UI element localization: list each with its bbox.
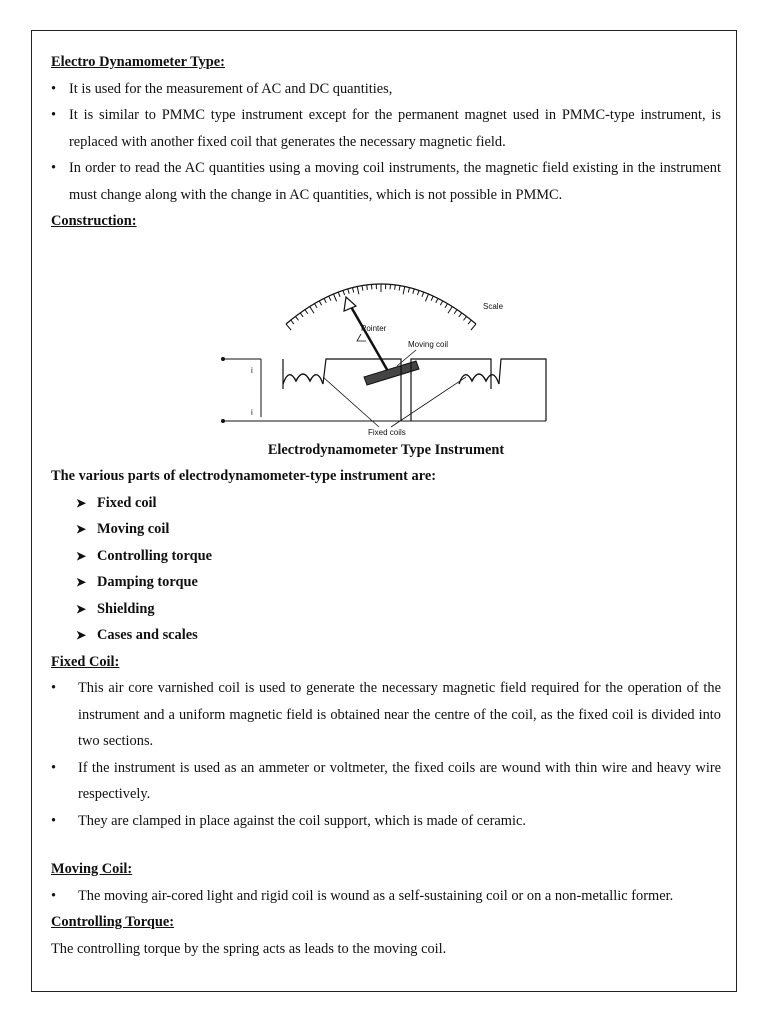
heading-fixed-coil: Fixed Coil:	[51, 653, 120, 670]
fixed-coil-bullet: • They are clamped in place against the coil support, which is made of ceramic.	[51, 808, 721, 835]
scale-tick	[417, 290, 419, 295]
current-label-top: i	[251, 365, 253, 375]
heading-moving-coil: Moving Coil:	[51, 861, 133, 877]
document-page	[31, 30, 737, 992]
scale-tick	[315, 303, 318, 307]
figure-caption: Electrodynamometer Type Instrument	[267, 441, 505, 458]
scale-tick	[403, 286, 405, 294]
scale-tick	[399, 285, 400, 290]
scale-tick	[286, 324, 291, 330]
fixed-coil-bullet: • If the instrument is used as an ammeter or voltmeter, the fixed coils are wound with thin wire and heavy wire respectively.	[51, 755, 721, 808]
scale-tick	[471, 324, 476, 330]
intro-bullet: • It is similar to PMMC type instrument except for the permanent magnet used in PMMC-type instrument, is replaced with another fixed coil that generates the necessary magnetic field.	[51, 102, 721, 155]
intro-bullet: • It is used for the measurement of AC and DC quantities,	[51, 76, 721, 103]
scale-tick	[408, 287, 409, 292]
scale-tick	[422, 292, 424, 297]
scale-tick	[459, 312, 462, 316]
scale-tick	[310, 306, 314, 313]
scale-tick	[395, 284, 396, 289]
left-fixed-coil	[283, 374, 323, 384]
scale-tick	[324, 298, 326, 302]
scale-tick	[348, 288, 349, 293]
scale-tick	[329, 296, 331, 301]
intro-bullet-list	[51, 76, 721, 209]
scale-tick	[305, 309, 308, 313]
scale-tick	[319, 300, 321, 304]
electrodynamometer-diagram	[201, 249, 571, 437]
fixed-coil-bullet-list	[51, 675, 721, 834]
scale-tick	[357, 286, 359, 294]
parts-item: ➤ Fixed coil	[51, 490, 721, 517]
scale-tick	[463, 316, 466, 320]
pointer-label: Pointer	[361, 323, 387, 333]
document-content	[51, 49, 721, 962]
scale-tick	[334, 294, 337, 301]
heading-electro-dynamometer: Electro Dynamometer Type:	[51, 54, 225, 70]
instrument-figure	[51, 249, 721, 437]
parts-item: ➤ Moving coil	[51, 516, 721, 543]
scale-tick	[296, 316, 299, 320]
intro-bullet: • In order to read the AC quantities using a moving coil instruments, the magnetic field existing in the instrument must change along with the change in AC quantities, which is not possible in PMMC.	[51, 155, 721, 208]
heading-controlling-torque: Controlling Torque:	[51, 914, 175, 930]
controlling-torque-text: The controlling torque by the spring acts as leads to the moving coil.	[51, 940, 447, 957]
scale-tick	[300, 312, 303, 316]
scale-tick	[413, 288, 414, 293]
scale-tick	[454, 309, 457, 313]
scale-tick	[338, 292, 340, 297]
right-fixed-coil	[459, 374, 499, 384]
scale-tick	[440, 300, 442, 304]
scale-label: Scale	[483, 301, 504, 311]
scale-tick	[291, 320, 294, 324]
fixed-coil-bullet: • This air core varnished coil is used to generate the necessary magnetic field required for the operation of the instrument and a uniform magnetic field is obtained near the centre of the coil, as the fixed coil is divided into two sections.	[51, 675, 721, 755]
moving-coil-bullet: • The moving air-cored light and rigid coil is wound as a self-sustaining coil or on a non-metallic former.	[51, 883, 721, 910]
scale-tick	[425, 294, 428, 301]
scale-tick	[362, 285, 363, 290]
scale-tick	[343, 290, 345, 295]
fixed-coils-label: Fixed coils	[368, 427, 406, 437]
scale-tick	[367, 284, 368, 289]
current-label-bottom: i	[251, 407, 253, 417]
heading-construction: Construction:	[51, 213, 137, 229]
scale-tick	[431, 296, 433, 301]
moving-coil-label: Moving coil	[408, 339, 449, 349]
scale-tick	[468, 320, 471, 324]
scale-tick	[445, 303, 448, 307]
scale-tick	[436, 298, 438, 302]
scale-tick	[353, 287, 354, 292]
parts-intro: The various parts of electrodynamometer-type instrument are:	[51, 468, 437, 484]
pointer-needle	[350, 305, 389, 373]
parts-list	[51, 490, 721, 649]
parts-item: ➤ Cases and scales	[51, 622, 721, 649]
parts-item: ➤ Controlling torque	[51, 543, 721, 570]
parts-item: ➤ Shielding	[51, 596, 721, 623]
moving-coil-bullet-list	[51, 883, 721, 910]
parts-item: ➤ Damping torque	[51, 569, 721, 596]
scale-tick	[448, 306, 452, 313]
pointer-arrow-head	[344, 297, 356, 311]
